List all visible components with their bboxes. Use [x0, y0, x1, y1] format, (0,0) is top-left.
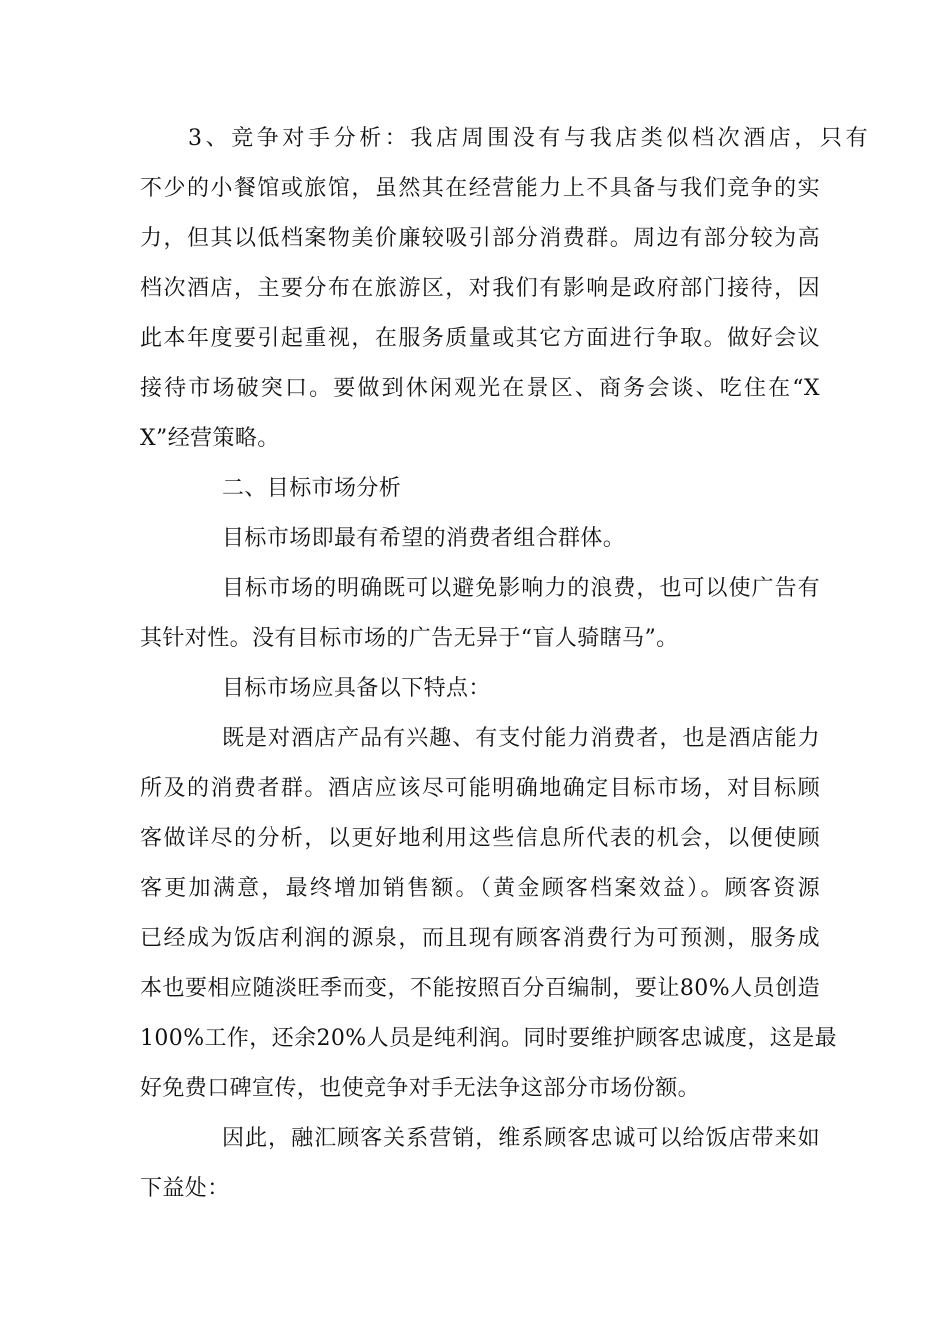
paragraph-line: 既是对酒店产品有兴趣、有支付能力消费者，也是酒店能力 [222, 726, 820, 751]
paragraph-line: 目标市场即最有希望的消费者组合群体。 [222, 526, 626, 551]
paragraph-line: 客更加满意，最终增加销售额。（黄金顾客档案效益）。顾客资源 [140, 876, 820, 901]
paragraph-line: 目标市场应具备以下特点： [222, 676, 491, 701]
paragraph-line: 下益处： [140, 1176, 230, 1201]
paragraph-line: 档次酒店，主要分布在旅游区，对我们有影响是政府部门接待，因 [140, 276, 820, 301]
paragraph-line: 100%工作，还余20%人员是纯利润。同时要维护顾客忠诚度，这是最 [140, 1026, 837, 1051]
paragraph-line: 其针对性。没有目标市场的广告无异于“盲人骑瞎马”。 [140, 626, 679, 651]
section-heading: 二、目标市场分析 [222, 476, 402, 501]
paragraph-line: 接待市场破突口。要做到休闲观光在景区、商务会谈、吃住在“X [140, 376, 820, 401]
paragraph-line: 所及的消费者群。酒店应该尽可能明确地确定目标市场，对目标顾 [140, 776, 820, 801]
paragraph-line: 力，但其以低档案物美价廉较吸引部分消费群。周边有部分较为高 [140, 226, 820, 251]
paragraph-line: 不少的小餐馆或旅馆，虽然其在经营能力上不具备与我们竞争的实 [140, 176, 820, 201]
paragraph-line: 本也要相应随淡旺季而变，不能按照百分百编制，要让80%人员创造 [140, 976, 820, 1001]
paragraph-line: 此本年度要引起重视，在服务质量或其它方面进行争取。做好会议 [140, 326, 820, 351]
paragraph-line: 目标市场的明确既可以避免影响力的浪费，也可以使广告有 [222, 576, 820, 601]
paragraph-line: 已经成为饭店利润的源泉，而且现有顾客消费行为可预测，服务成 [140, 926, 820, 951]
paragraph-line: 好免费口碑宣传，也使竞争对手无法争这部分市场份额。 [140, 1076, 701, 1101]
paragraph-line: X”经营策略。 [140, 426, 280, 451]
paragraph-line: 3、竞争对手分析：我店周围没有与我店类似档次酒店，只有 [188, 126, 868, 151]
paragraph-line: 客做详尽的分析，以更好地利用这些信息所代表的机会，以便使顾 [140, 826, 820, 851]
paragraph-line: 因此，融汇顾客关系营销，维系顾客忠诚可以给饭店带来如 [222, 1126, 820, 1151]
